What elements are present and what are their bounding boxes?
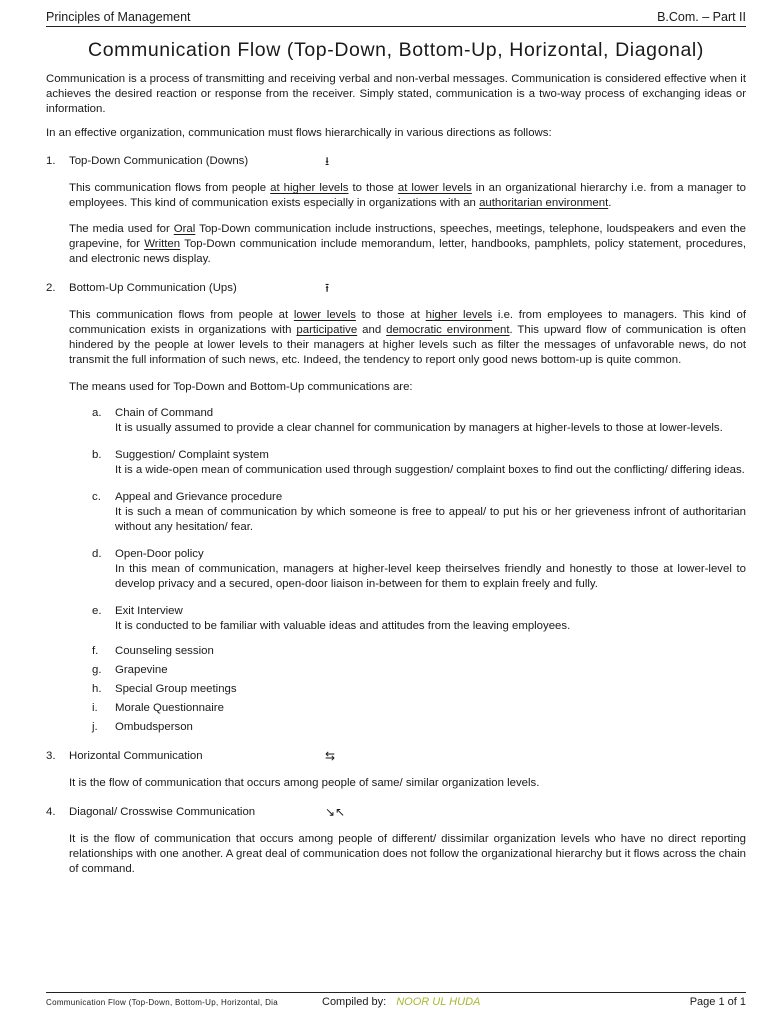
document-page [46,10,746,1014]
list-item-title: Open-Door policy [115,548,204,560]
section-diagonal-heading [46,805,746,820]
section-number: 4. [46,806,56,818]
section-number: 1. [46,155,56,167]
arrow-down-icon: ⭳ [325,154,330,168]
intro-lead: In an effective organization, communication must flows hierarchically in various directions as follows: [46,127,552,139]
list-item: a. Chain of Command It is usually assumed to provide a clear channel for communication by managers at higher-levels to those at lower-levels. [92,406,746,436]
footer-author: NOOR UL HUDA [396,996,481,1008]
header-class: B.Com. – Part II [657,10,746,24]
page-header [46,10,746,27]
arrow-up-icon: ⭱ [325,281,330,295]
footer-compiled-label: Compiled by: [322,996,387,1008]
list-item: f. Counseling session [92,644,746,659]
section-number: 3. [46,750,56,762]
list-item-description: It is such a mean of communication by which someone is free to appeal/ to put his or her grieveness infront of authoritarian without any hesitation/ fear. [115,506,746,533]
top-down-media: The media used for Oral Top-Down communication include instructions, speeches, meetings, telephone, loudspeakers and even the grapevine, for Written Top-Down communication include memorandum, letter, handbooks, pamphlets, policy statement, procedures, and electronic news display. [69,223,746,265]
footer-page-number: Page 1 of 1 [689,996,746,1008]
list-item-title: Morale Questionnaire [115,702,224,714]
footer-doc-title: Communication Flow (Top-Down, Bottom-Up, Horizontal, Dia [46,998,278,1007]
list-item-title: Counseling session [115,645,214,657]
list-item: g. Grapevine [92,663,746,678]
list-item: j. Ombudsperson [92,720,746,735]
list-item: i. Morale Questionnaire [92,701,746,716]
list-item: d. Open-Door policy In this mean of communication, managers at higher-level keep theirselves friendly and honestly to those at lower-level to develop privacy and a secured, open-door liaison in-between for them to explain freely and fully. [92,548,746,590]
list-item-title: Exit Interview [115,605,183,617]
list-item-description: It is a wide-open mean of communication used through suggestion/ complaint boxes to find out the conflicting/ differing ideas. [115,464,745,476]
list-item-description: In this mean of communication, managers at higher-level keep theirselves friendly and honestly to those at lower-level to develop privacy and a secured, open-door liaison in-between for them to explain freely and fully. [115,563,746,590]
bottom-up-definition: This communication flows from people at lower levels to those at higher levels i.e. from employees to managers. This kind of communication exists in organizations with participative and democratic environment. This upward flow of communication is often hindered by the people at lower levels to their managers at higher levels such as filter the messages of unfavorable news, do not transmit the full information of such news, etc. Indeed, the tendency to report only good news bottom-up is quite common. [69,309,746,366]
list-item: b. Suggestion/ Complaint system It is a wide-open mean of communication used through suggestion/ complaint boxes to find out the conflicting/ differing ideas. [92,449,745,476]
horizontal-definition: It is the flow of communication that occurs among people of same/ similar organization levels. [69,777,540,789]
list-item: h. Special Group meetings [92,682,746,697]
header-course: Principles of Management [46,10,191,24]
section-bottom-up-heading [46,281,746,296]
section-title: Top-Down Communication (Downs) [69,155,249,167]
list-item-description: It is usually assumed to provide a clear channel for communication by managers at higher-levels to those at lower-levels. [115,422,723,434]
section-title: Horizontal Communication [69,750,203,762]
page-footer [46,992,746,1008]
list-item-title: Chain of Command [115,407,214,419]
list-item-title: Grapevine [115,664,168,676]
list-item-description: It is conducted to be familiar with valuable ideas and attitudes from the leaving employees. [115,620,571,632]
section-title: Bottom-Up Communication (Ups) [69,282,237,294]
means-intro: The means used for Top-Down and Bottom-Up communications are: [69,381,413,393]
list-item-title: Ombudsperson [115,721,193,733]
list-item-title: Appeal and Grievance procedure [115,491,283,503]
diagonal-definition: It is the flow of communication that occurs among people of different/ dissimilar organization levels who have no direct reporting relationships with one another. A great deal of communication does not follow the organizational hierarchy but it flows across the chain of command. [69,833,746,875]
page-title: Communication Flow (Top-Down, Bottom-Up, Horizontal, Diagonal) [88,39,704,61]
list-item: e. Exit Interview It is conducted to be familiar with valuable ideas and attitudes from the leaving employees. [92,604,746,634]
list-item: c. Appeal and Grievance procedure It is such a mean of communication by which someone is free to appeal/ to put his or her grieveness infront of authoritarian without any hesitation/ fear. [92,491,746,533]
section-top-down-heading [46,154,746,169]
section-horizontal-heading [46,749,746,764]
top-down-definition: This communication flows from people at higher levels to those at lower levels in an organizational hierarchy i.e. from a manager to employees. This kind of communication exists especially in organizations with an authoritarian environment. [69,182,747,209]
arrows-horizontal-icon: ⇆ [325,749,336,763]
intro-paragraph: Communication is a process of transmitting and receiving verbal and non-verbal messages. Communication is considered effective when it achieves the desired reaction or response from the receiver. Simply stated, communication is a two-way process of exchanging ideas or information. [46,73,746,115]
section-title: Diagonal/ Crosswise Communication [69,806,256,818]
list-item-title: Special Group meetings [115,683,237,695]
list-item-title: Suggestion/ Complaint system [115,449,269,461]
arrows-diagonal-icon: ↘↖ [325,805,346,819]
section-number: 2. [46,282,56,294]
